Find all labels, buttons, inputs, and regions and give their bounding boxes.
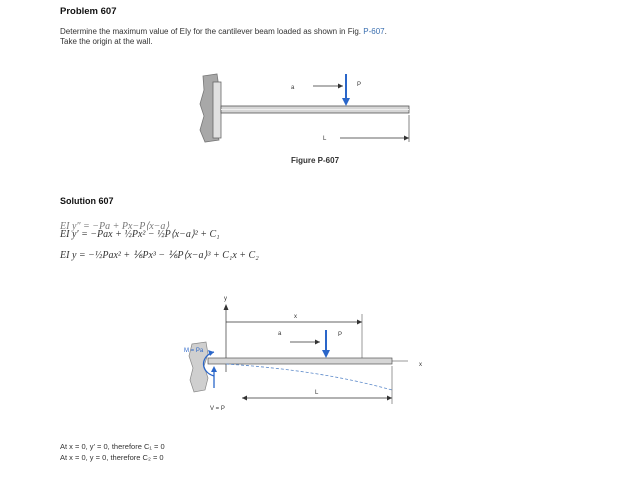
label-x-axis: x (419, 362, 422, 368)
boundary-condition-1: At x = 0, y′ = 0, therefore C₁ = 0 (60, 442, 165, 451)
label-P2: P (338, 332, 343, 338)
equation-slope: EI y′ = −Pax + ½Px² − ½P⟨x−a⟩² + C₁ (60, 229, 220, 240)
statement-text: Determine the maximum value of EIy for the cantilever beam loaded as shown in Fig. (60, 27, 364, 36)
label-V: V = P (210, 406, 225, 412)
label-a2: a (278, 331, 282, 337)
label-moment: M = Pa (184, 348, 204, 354)
label-P: P (357, 82, 362, 88)
figure-link[interactable]: P-607 (363, 27, 385, 36)
label-L: L (323, 136, 327, 142)
wall-plate (213, 82, 221, 138)
label-x-top: x (294, 314, 297, 320)
statement-end: . (384, 27, 387, 36)
problem-statement (60, 27, 600, 37)
equation-moment: EI y″ = −Pa + Px−P⟨x−a⟩ (60, 221, 170, 232)
label-y: y (224, 296, 227, 302)
label-a: a (291, 85, 295, 91)
solution-title: Solution 607 (60, 196, 114, 206)
equation-deflection: EI y = −½Pax² + ⅙Px³ − ⅙P⟨x−a⟩³ + C₁x + C₂ (60, 250, 259, 261)
figure-caption: Figure P-607 (291, 156, 340, 165)
cantilever-figure (195, 70, 420, 155)
boundary-condition-2: At x = 0, y = 0, therefore C₂ = 0 (60, 453, 164, 462)
problem-title: Problem 607 (60, 6, 117, 17)
beam-2 (208, 358, 392, 364)
label-L2: L (315, 390, 319, 396)
deflection-figure (170, 292, 440, 422)
deflection-curve (226, 364, 392, 390)
statement-line-2: Take the origin at the wall. (60, 37, 153, 46)
